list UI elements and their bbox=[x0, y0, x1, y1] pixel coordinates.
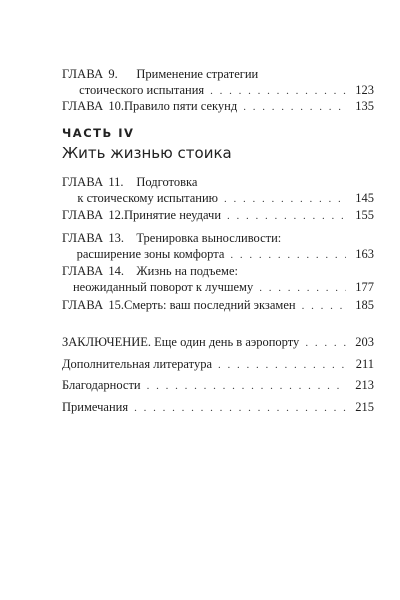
chapter-prefix: ГЛАВА bbox=[62, 231, 104, 245]
chapter-title-line-1: Тренировка выносливости: bbox=[136, 231, 282, 245]
toc-entry-chapter-11[interactable] bbox=[62, 174, 374, 206]
part-title: Жить жизнью стоика bbox=[62, 144, 232, 162]
chapter-title-line-2: стоического испытания bbox=[79, 83, 205, 97]
dot-leader bbox=[243, 99, 346, 115]
entry-title: ЗАКЛЮЧЕНИЕ. Еще один день в аэропорту bbox=[62, 335, 300, 349]
chapter-title: Правило пяти секунд bbox=[124, 99, 238, 113]
chapter-title-line-1: Применение стратегии bbox=[136, 67, 259, 81]
toc-entry-acknowledgements[interactable] bbox=[62, 377, 374, 393]
chapter-prefix: ГЛАВА bbox=[62, 298, 104, 312]
entry-title: Благодарности bbox=[62, 378, 141, 392]
chapter-title-line-2: к стоическому испытанию bbox=[77, 191, 219, 205]
dot-leader bbox=[224, 191, 346, 207]
chapter-prefix: ГЛАВА bbox=[62, 175, 104, 189]
toc-entry-chapter-14[interactable] bbox=[62, 263, 374, 295]
chapter-title-line-1: Подготовка bbox=[136, 175, 198, 189]
chapter-prefix: ГЛАВА bbox=[62, 264, 104, 278]
dot-leader bbox=[218, 357, 346, 373]
dot-leader bbox=[210, 83, 346, 99]
chapter-number: 15. bbox=[108, 298, 124, 312]
page-number: 213 bbox=[355, 378, 374, 392]
chapter-number: 12. bbox=[108, 208, 124, 222]
page-number: 135 bbox=[355, 99, 374, 113]
page-number: 215 bbox=[355, 400, 374, 414]
page-number: 185 bbox=[355, 298, 374, 312]
toc-entry-chapter-10[interactable] bbox=[62, 98, 374, 114]
page-number: 163 bbox=[355, 247, 374, 261]
toc-entry-chapter-13[interactable] bbox=[62, 230, 374, 262]
chapter-number: 9. bbox=[108, 67, 118, 81]
page-number: 211 bbox=[355, 357, 374, 371]
toc-entry-chapter-15[interactable] bbox=[62, 297, 374, 313]
dot-leader bbox=[147, 378, 346, 394]
chapter-title-line-2: неожиданный поворот к лучшему bbox=[72, 280, 254, 294]
dot-leader bbox=[259, 280, 346, 296]
chapter-prefix: ГЛАВА bbox=[62, 99, 104, 113]
chapter-title-line-1: Жизнь на подъеме: bbox=[136, 264, 238, 278]
dot-leader bbox=[227, 208, 346, 224]
dot-leader bbox=[134, 400, 346, 416]
dot-leader bbox=[305, 335, 346, 351]
chapter-prefix: ГЛАВА bbox=[62, 67, 104, 81]
chapter-title: Смерть: ваш последний экзамен bbox=[124, 298, 296, 312]
toc-entry-chapter-12[interactable] bbox=[62, 207, 374, 223]
toc-entry-notes[interactable] bbox=[62, 399, 374, 415]
chapter-title-line-2: расширение зоны комфорта bbox=[76, 247, 225, 261]
entry-title: Примечания bbox=[62, 400, 129, 414]
dot-leader bbox=[302, 298, 346, 314]
part-label: ЧАСТЬ IV bbox=[62, 126, 135, 140]
page-number: 145 bbox=[355, 191, 374, 205]
page-number: 203 bbox=[355, 335, 374, 349]
chapter-prefix: ГЛАВА bbox=[62, 208, 104, 222]
toc-entry-further-reading[interactable] bbox=[62, 356, 374, 372]
chapter-title: Принятие неудачи bbox=[124, 208, 222, 222]
page-number: 177 bbox=[355, 280, 374, 294]
dot-leader bbox=[230, 247, 346, 263]
chapter-number: 11. bbox=[108, 175, 124, 189]
chapter-number: 14. bbox=[108, 264, 124, 278]
page-number: 123 bbox=[355, 83, 374, 97]
chapter-number: 13. bbox=[108, 231, 124, 245]
entry-title: Дополнительная литература bbox=[62, 357, 212, 371]
toc-entry-conclusion[interactable] bbox=[62, 334, 374, 350]
toc-entry-chapter-9[interactable] bbox=[62, 66, 374, 98]
page-number: 155 bbox=[355, 208, 374, 222]
chapter-number: 10. bbox=[108, 99, 124, 113]
